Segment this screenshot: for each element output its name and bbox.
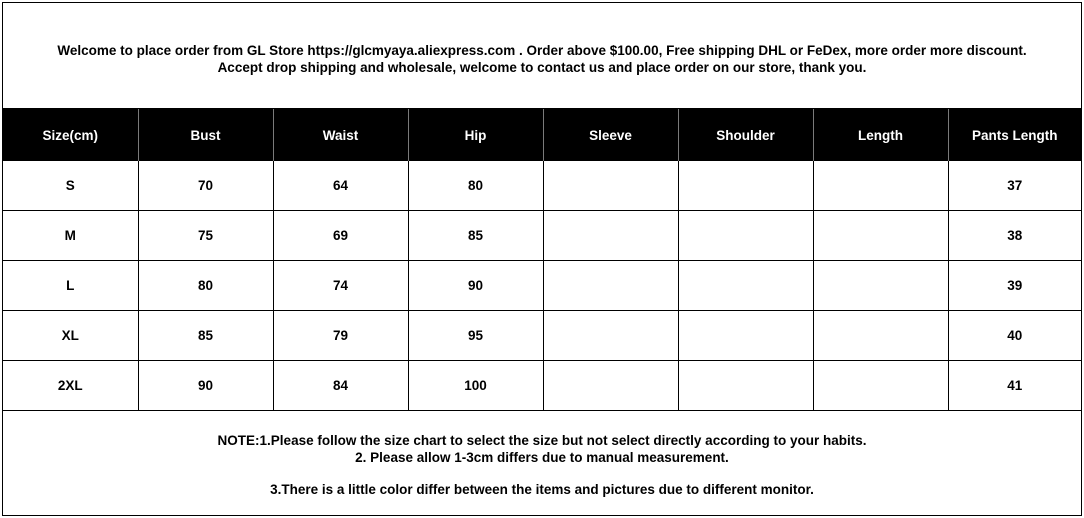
size-table [3,109,1081,411]
table-row [3,161,1081,211]
table-cell: 70 [138,161,273,211]
table-cell: 80 [138,261,273,311]
note-line-2: 2. Please allow 1-3cm differs due to manual measurement. [355,450,729,465]
table-cell [543,361,678,411]
table-cell [813,361,948,411]
header-cell-waist: Waist [273,109,408,161]
header-cell-sleeve: Sleeve [543,109,678,161]
table-cell: XL [3,311,138,361]
table-cell [678,361,813,411]
table-cell [678,311,813,361]
table-cell: 79 [273,311,408,361]
table-cell: 90 [408,261,543,311]
table-row [3,261,1081,311]
table-cell: 85 [408,211,543,261]
table-cell [543,261,678,311]
table-cell: M [3,211,138,261]
note-line-3: 3.There is a little color differ between the items and pictures due to different monitor. [270,482,814,497]
table-cell: S [3,161,138,211]
table-cell: 2XL [3,361,138,411]
table-row [3,311,1081,361]
table-cell: 40 [948,311,1081,361]
table-cell [813,311,948,361]
table-cell: 41 [948,361,1081,411]
table-cell: 90 [138,361,273,411]
table-cell: 39 [948,261,1081,311]
table-cell: 69 [273,211,408,261]
table-cell: 74 [273,261,408,311]
table-cell: 64 [273,161,408,211]
table-cell [813,261,948,311]
header-cell-size: Size(cm) [3,109,138,161]
table-cell: 75 [138,211,273,261]
table-cell: 80 [408,161,543,211]
table-cell [543,311,678,361]
table-cell [813,161,948,211]
header-cell-bust: Bust [138,109,273,161]
table-cell: 84 [273,361,408,411]
sizing-notes [3,410,1081,515]
size-table-header [3,109,1081,161]
table-cell [678,211,813,261]
table-cell [813,211,948,261]
note-line-1: NOTE:1.Please follow the size chart to select the size but not select directly according to your habits. [217,433,867,448]
table-cell [543,211,678,261]
header-cell-hip: Hip [408,109,543,161]
table-cell: 100 [408,361,543,411]
table-cell: 85 [138,311,273,361]
table-cell [678,261,813,311]
header-cell-pants-length: Pants Length [948,109,1081,161]
table-row [3,361,1081,411]
store-welcome-note [3,3,1081,109]
size-table-body [3,161,1081,411]
table-cell: 95 [408,311,543,361]
welcome-note-line-1: Welcome to place order from GL Store https://glcmyaya.aliexpress.com . Order above $100.00, Free shipping DHL or FeDex, more order more discount. [57,42,1027,58]
header-row [3,109,1081,161]
welcome-note-line-2: Accept drop shipping and wholesale, welcome to contact us and place order on our store, thank you. [217,59,867,75]
header-cell-shoulder: Shoulder [678,109,813,161]
table-cell: 38 [948,211,1081,261]
table-cell [543,161,678,211]
header-cell-length: Length [813,109,948,161]
size-chart-frame [2,2,1082,516]
table-cell [678,161,813,211]
table-row [3,211,1081,261]
table-cell: 37 [948,161,1081,211]
table-cell: L [3,261,138,311]
